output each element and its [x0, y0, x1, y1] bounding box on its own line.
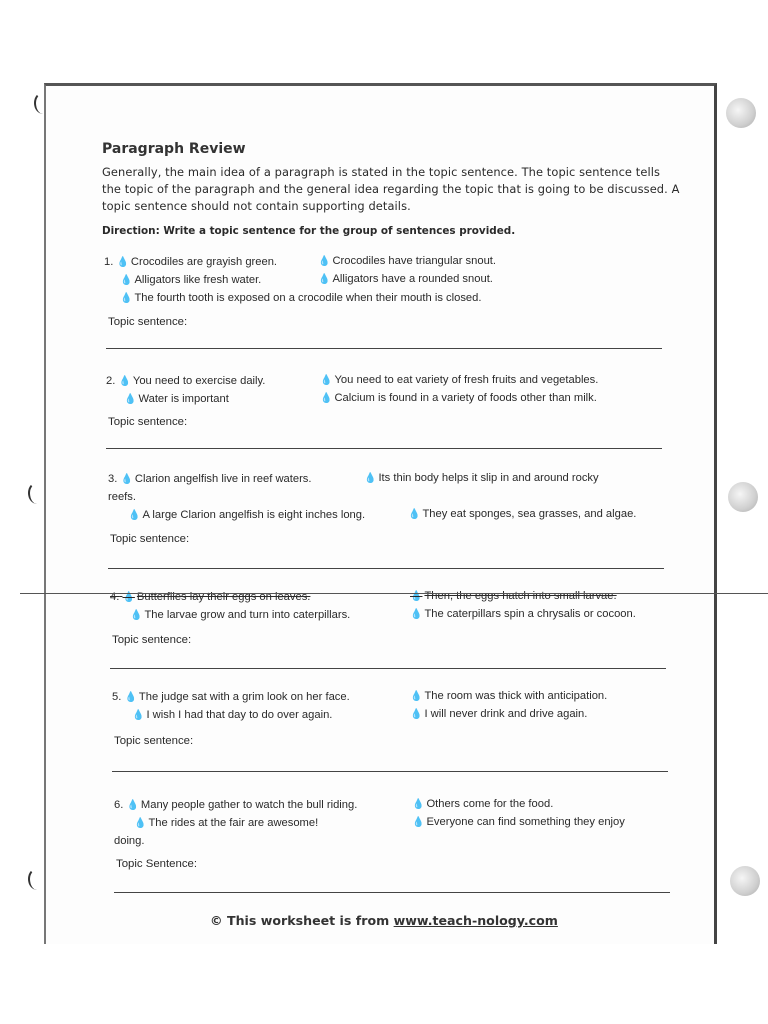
topic-sentence-label-3: Topic sentence: [110, 533, 190, 545]
topic-sentence-label-1: Topic sentence: [108, 316, 188, 328]
sentence-continuation: doing. [114, 835, 145, 847]
sentence: They eat sponges, sea grasses, and algae. [422, 508, 637, 520]
droplet-icon: 💧 [128, 510, 141, 521]
worksheet-header [102, 141, 682, 237]
sentence: I will never drink and drive again. [424, 708, 588, 720]
item-number: 2. [106, 375, 116, 387]
droplet-icon: 💧 [412, 817, 425, 828]
droplet-icon: 💧 [130, 610, 143, 621]
answer-line-4[interactable] [110, 668, 666, 669]
punch-hole-middle [728, 482, 758, 512]
topic-sentence-label-6: Topic Sentence: [116, 858, 198, 870]
footer-link[interactable]: www.teach-nology.com [393, 913, 558, 928]
sentence-continuation: reefs. [108, 491, 136, 503]
droplet-icon: 💧 [124, 692, 137, 703]
sentence: You need to eat variety of fresh fruits and vegetables. [334, 374, 599, 386]
droplet-icon: 💧 [408, 509, 421, 520]
droplet-icon: 💧 [124, 394, 137, 405]
scan-artifact-line [20, 593, 768, 594]
droplet-icon: 💧 [410, 709, 423, 720]
sentence: Many people gather to watch the bull riding. [140, 799, 358, 811]
item-number: 3. [108, 473, 118, 485]
droplet-icon: 💧 [412, 799, 425, 810]
copyright-footer [210, 913, 558, 928]
sentence: Crocodiles are grayish green. [130, 256, 278, 268]
intro-paragraph: Generally, the main idea of a paragraph is stated in the topic sentence. The topic sentence tells the topic of the paragraph and the general idea regarding the topic that is going to be discussed. A topic sentence should not contain supporting details. [102, 165, 680, 213]
item-number: 6. [114, 799, 124, 811]
sentence: The larvae grow and turn into caterpillars. [144, 609, 351, 621]
punch-hole-top [726, 98, 756, 128]
sentence: Everyone can find something they enjoy [426, 816, 625, 828]
sentence: The judge sat with a grim look on her face. [138, 691, 350, 703]
footer-prefix: © This worksheet is from [210, 913, 394, 928]
droplet-icon: 💧 [410, 609, 423, 620]
answer-line-5[interactable] [112, 771, 668, 772]
droplet-icon: 💧 [320, 375, 333, 386]
sentence: The fourth tooth is exposed on a crocodile when their mouth is closed. [134, 292, 482, 304]
droplet-icon: 💧 [132, 710, 145, 721]
droplet-icon: 💧 [116, 257, 129, 268]
topic-sentence-label-2: Topic sentence: [108, 416, 188, 428]
topic-sentence-label-5: Topic sentence: [114, 735, 194, 747]
sentence: The rides at the fair are awesome! [148, 817, 319, 829]
droplet-icon: 💧 [122, 592, 135, 603]
item-number: 5. [112, 691, 122, 703]
sentence: Others come for the food. [426, 798, 554, 810]
sentence: Calcium is found in a variety of foods other than milk. [334, 392, 597, 404]
answer-line-2[interactable] [106, 448, 662, 449]
droplet-icon: 💧 [410, 591, 423, 602]
sentence: Its thin body helps it slip in and around rocky [378, 472, 599, 484]
droplet-icon: 💧 [318, 274, 331, 285]
item-number: 4. [110, 591, 120, 603]
page-title: Paragraph Review [102, 141, 246, 157]
droplet-icon: 💧 [120, 474, 133, 485]
droplet-icon: 💧 [318, 256, 331, 267]
sentence: I wish I had that day to do over again. [146, 709, 333, 721]
sentence: You need to exercise daily. [132, 375, 266, 387]
sentence: Butterflies lay their eggs on leaves. [136, 591, 311, 603]
droplet-icon: 💧 [120, 293, 133, 304]
sentence: Crocodiles have triangular snout. [332, 255, 497, 267]
topic-sentence-label-4: Topic sentence: [112, 634, 192, 646]
item-number: 1. [104, 256, 114, 268]
sentence: Water is important [138, 393, 229, 405]
sentence: Clarion angelfish live in reef waters. [134, 473, 312, 485]
sentence: The room was thick with anticipation. [424, 690, 608, 702]
sentence: Alligators have a rounded snout. [332, 273, 493, 285]
droplet-icon: 💧 [126, 800, 139, 811]
sentence: A large Clarion angelfish is eight inches long. [142, 509, 366, 521]
worksheet-page [44, 83, 717, 944]
droplet-icon: 💧 [120, 275, 133, 286]
droplet-icon: 💧 [364, 473, 377, 484]
answer-line-3[interactable] [108, 568, 664, 569]
sentence: Alligators like fresh water. [134, 274, 262, 286]
answer-line-1[interactable] [106, 348, 662, 349]
answer-line-6[interactable] [114, 892, 670, 893]
sentence: Then, the eggs hatch into small larvae. [424, 590, 617, 602]
sentence: The caterpillars spin a chrysalis or cocoon. [424, 608, 636, 620]
droplet-icon: 💧 [118, 376, 131, 387]
punch-hole-bottom [730, 866, 760, 896]
droplet-icon: 💧 [320, 393, 333, 404]
droplet-icon: 💧 [410, 691, 423, 702]
droplet-icon: 💧 [134, 818, 147, 829]
direction-text: Direction: Write a topic sentence for the group of sentences provided. [102, 225, 516, 237]
